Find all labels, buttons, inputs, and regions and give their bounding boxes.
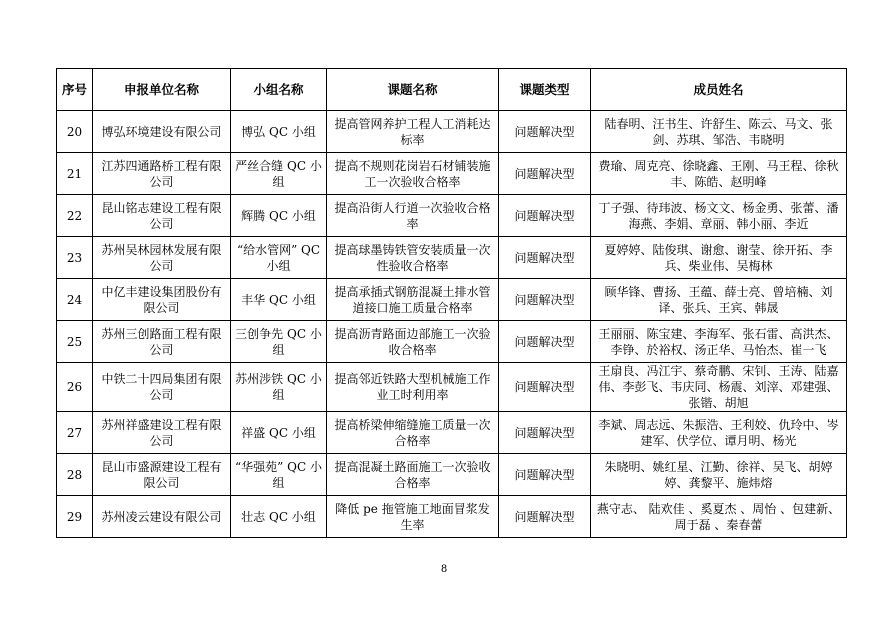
type-cell: 问题解决型 xyxy=(499,454,591,496)
table-row xyxy=(57,363,847,412)
qc-award-table xyxy=(56,68,847,538)
members-cell: 夏婷婷、陆俊琪、谢愈、谢莹、徐开拓、李兵、柴业伟、吴梅林 xyxy=(591,237,847,279)
topic-cell: 降低 pe 拖管施工地面冒浆发生率 xyxy=(327,496,499,538)
type-cell: 问题解决型 xyxy=(499,363,591,412)
group-cell: 严丝合缝 QC 小组 xyxy=(231,153,327,195)
members-cell: 朱晓明、姚红星、江勤、徐祥、吴飞、胡婷婷、龚黎平、施炜熔 xyxy=(591,454,847,496)
group-cell: 丰华 QC 小组 xyxy=(231,279,327,321)
serial-cell: 26 xyxy=(57,363,93,412)
header-topic: 课题名称 xyxy=(327,69,499,111)
table-row xyxy=(57,496,847,538)
serial-cell: 21 xyxy=(57,153,93,195)
type-cell: 问题解决型 xyxy=(499,321,591,363)
group-cell: 苏州涉铁 QC 小组 xyxy=(231,363,327,412)
unit-cell: 苏州三创路面工程有限公司 xyxy=(93,321,231,363)
serial-cell: 22 xyxy=(57,195,93,237)
topic-cell: 提高承插式钢筋混凝土排水管道接口施工质量合格率 xyxy=(327,279,499,321)
table-row xyxy=(57,237,847,279)
members-cell: 陆春明、汪书生、许舒生、陈云、马文、张剑、苏琪、邹浩、韦晓明 xyxy=(591,111,847,153)
group-cell: 辉腾 QC 小组 xyxy=(231,195,327,237)
members-cell: 费瑜、周克亮、徐晓鑫、王刚、马王程、徐秋丰、陈皓、赵明峰 xyxy=(591,153,847,195)
unit-cell: 苏州凌云建设有限公司 xyxy=(93,496,231,538)
group-cell: 祥盛 QC 小组 xyxy=(231,412,327,454)
unit-cell: 博弘环境建设有限公司 xyxy=(93,111,231,153)
members-cell: 顾华锋、曹扬、王蕴、薛士亮、曾培楠、刘译、张兵、王宾、韩晟 xyxy=(591,279,847,321)
group-cell: 博弘 QC 小组 xyxy=(231,111,327,153)
table-row xyxy=(57,195,847,237)
table-row xyxy=(57,412,847,454)
table-row xyxy=(57,111,847,153)
table-row xyxy=(57,279,847,321)
header-type: 课题类型 xyxy=(499,69,591,111)
serial-cell: 27 xyxy=(57,412,93,454)
unit-cell: 中亿丰建设集团股份有限公司 xyxy=(93,279,231,321)
type-cell: 问题解决型 xyxy=(499,412,591,454)
table-row xyxy=(57,454,847,496)
serial-cell: 20 xyxy=(57,111,93,153)
table-row xyxy=(57,321,847,363)
topic-cell: 提高邻近铁路大型机械施工作业工时利用率 xyxy=(327,363,499,412)
type-cell: 问题解决型 xyxy=(499,195,591,237)
group-cell: 三创争先 QC 小组 xyxy=(231,321,327,363)
type-cell: 问题解决型 xyxy=(499,496,591,538)
serial-cell: 29 xyxy=(57,496,93,538)
table-row xyxy=(57,153,847,195)
members-cell: 燕守志、 陆欢佳 、奚夏杰 、周怡 、包建新、 周于磊 、秦春蕾 xyxy=(591,496,847,538)
topic-cell: 提高桥梁伸缩缝施工质量一次合格率 xyxy=(327,412,499,454)
unit-cell: 昆山铭志建设工程有限公司 xyxy=(93,195,231,237)
type-cell: 问题解决型 xyxy=(499,153,591,195)
topic-cell: 提高沿街人行道一次验收合格率 xyxy=(327,195,499,237)
group-cell: 壮志 QC 小组 xyxy=(231,496,327,538)
header-members: 成员姓名 xyxy=(591,69,847,111)
type-cell: 问题解决型 xyxy=(499,111,591,153)
topic-cell: 提高不规则花岗岩石材铺装施工一次验收合格率 xyxy=(327,153,499,195)
unit-cell: 苏州吴林园林发展有限公司 xyxy=(93,237,231,279)
group-cell: “给水管网” QC 小组 xyxy=(231,237,327,279)
topic-cell: 提高球墨铸铁管安装质量一次性验收合格率 xyxy=(327,237,499,279)
table-header-row xyxy=(57,69,847,111)
topic-cell: 提高沥青路面边部施工一次验收合格率 xyxy=(327,321,499,363)
page-number: 8 xyxy=(440,564,448,575)
type-cell: 问题解决型 xyxy=(499,279,591,321)
unit-cell: 苏州祥盛建设工程有限公司 xyxy=(93,412,231,454)
header-serial: 序号 xyxy=(57,69,93,111)
topic-cell: 提高管网养护工程人工消耗达标率 xyxy=(327,111,499,153)
unit-cell: 昆山市盛源建设工程有限公司 xyxy=(93,454,231,496)
serial-cell: 25 xyxy=(57,321,93,363)
type-cell: 问题解决型 xyxy=(499,237,591,279)
serial-cell: 23 xyxy=(57,237,93,279)
header-unit: 申报单位名称 xyxy=(93,69,231,111)
members-cell: 王丽丽、陈宝建、李海军、张石雷、高洪杰、李铮、於裕权、汤正华、马怡杰、崔一飞 xyxy=(591,321,847,363)
unit-cell: 江苏四通路桥工程有限公司 xyxy=(93,153,231,195)
serial-cell: 28 xyxy=(57,454,93,496)
topic-cell: 提高混凝土路面施工一次验收合格率 xyxy=(327,454,499,496)
members-cell: 李斌、周志远、朱振浩、王利姣、仇玲中、岑建军、伏学位、谭月明、杨光 xyxy=(591,412,847,454)
unit-cell: 中铁二十四局集团有限公司 xyxy=(93,363,231,412)
members-cell: 王扇良、冯江宇、蔡奇鹏、宋钊、王涛、陆嘉伟、李彭飞、韦庆同、杨震、刘滓、邓建强、张锴、胡旭 xyxy=(591,363,847,412)
group-cell: “华强苑” QC 小组 xyxy=(231,454,327,496)
serial-cell: 24 xyxy=(57,279,93,321)
members-cell: 丁子强、待玮波、杨文文、杨金勇、张蕾、潘海燕、李娟、章丽、韩小丽、李近 xyxy=(591,195,847,237)
header-group: 小组名称 xyxy=(231,69,327,111)
